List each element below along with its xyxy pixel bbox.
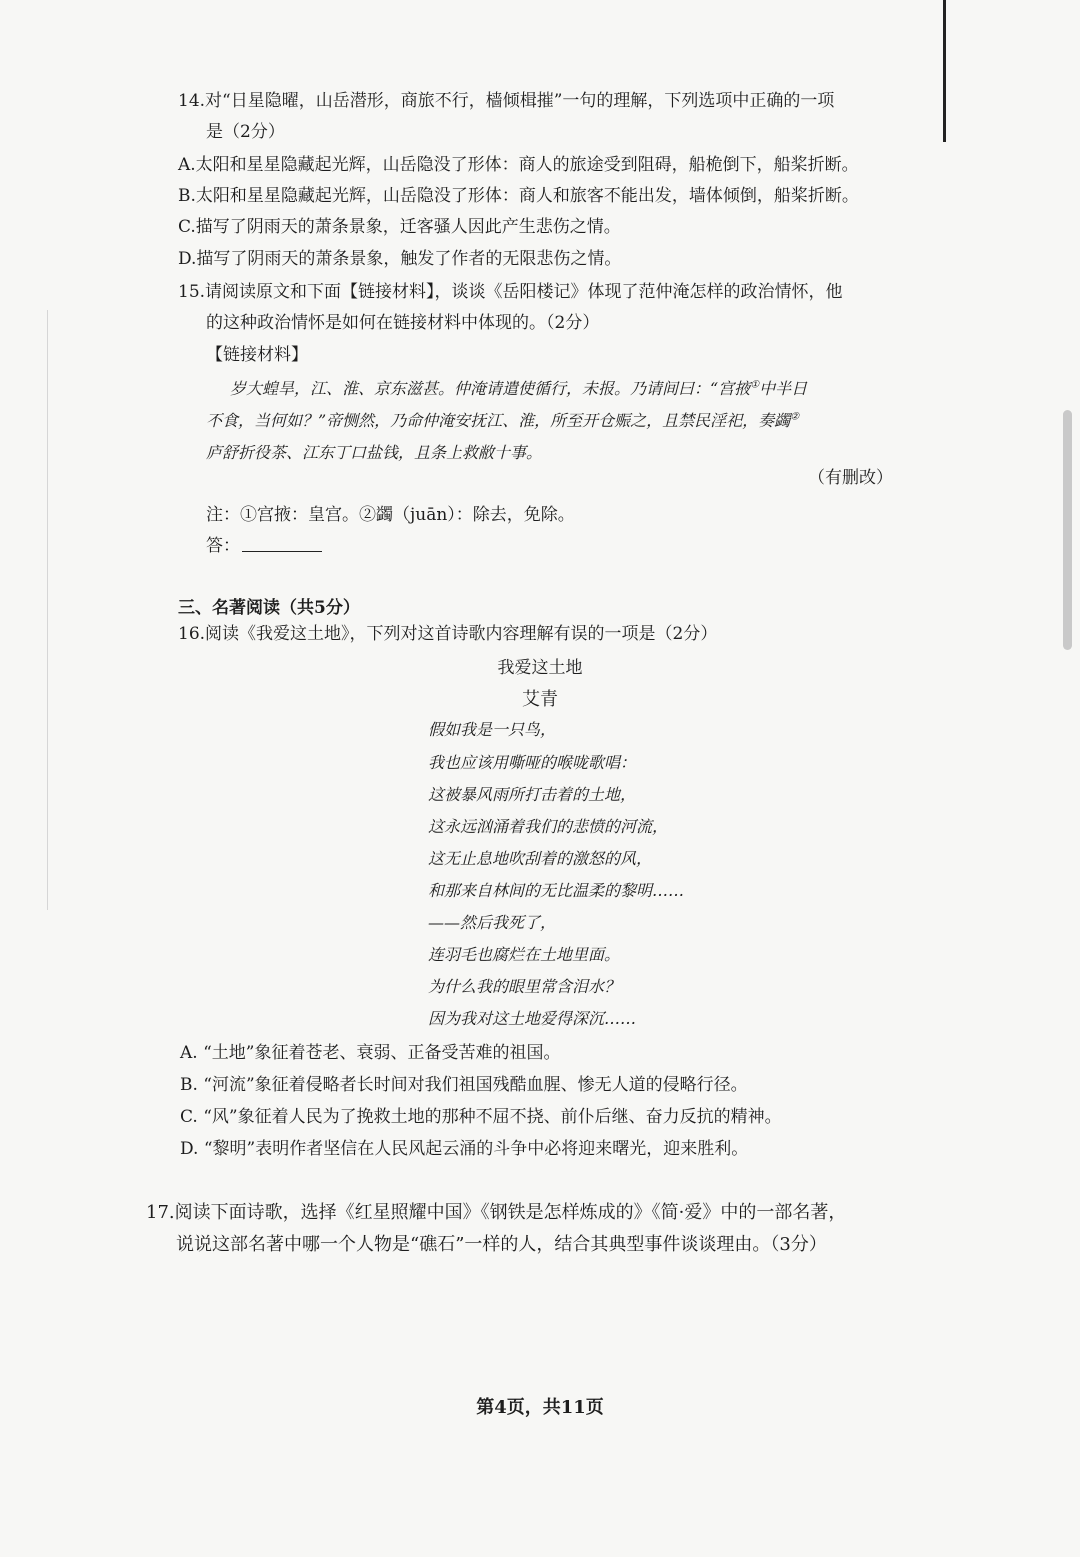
- poem-line: 我也应该用嘶哑的喉咙歌唱：: [428, 753, 637, 772]
- scrollbar-thumb[interactable]: [1063, 410, 1072, 650]
- footnote-marker: ①: [750, 379, 760, 391]
- q14-stem-line1: 14.对“日星隐曜，山岳潜形，商旅不行，樯倾楫摧”一句的理解，下列选项中正确的一项: [178, 91, 835, 111]
- q15-material-line2: [206, 409, 799, 433]
- answer-blank-line[interactable]: [242, 551, 322, 552]
- q14-option-c: C.描写了阴雨天的萧条景象，迁客骚人因此产生悲伤之情。: [178, 217, 621, 237]
- poem-line: 因为我对这土地爱得深沉……: [428, 1009, 637, 1028]
- q15-answer-label: 答：: [206, 536, 240, 556]
- q17-stem-line2: 说说这部名著中哪一个人物是“礁石”一样的人，结合其典型事件谈谈理由。（3分）: [176, 1234, 827, 1255]
- q16-option-a: A. “土地”象征着苍老、衰弱、正备受苦难的祖国。: [180, 1043, 561, 1063]
- q15-stem-line1: 15.请阅读原文和下面【链接材料】，谈谈《岳阳楼记》体现了范仲淹怎样的政治情怀，他: [178, 282, 843, 302]
- q14-option-d: D.描写了阴雨天的萧条景象，触发了作者的无限悲伤之情。: [178, 249, 622, 269]
- q14-stem-line2: 是（2分）: [206, 122, 285, 142]
- poem-title: 我爱这土地: [497, 658, 583, 678]
- poem-line: 这永远汹涌着我们的悲愤的河流，: [428, 817, 669, 836]
- q15-material-text: 不食，当何如？”帝恻然，乃命仲淹安抚江、淮，所至开仓赈之，且禁民淫祀，奏蠲: [206, 411, 791, 430]
- poem-line: 这被暴风雨所打击着的土地，: [428, 785, 637, 804]
- q15-footnotes: 注：①宫掖：皇宫。②蠲（juān）：除去，免除。: [206, 505, 575, 525]
- q14-option-b: B.太阳和星星隐藏起光辉，山岳隐没了形体：商人和旅客不能出发，墙体倾倒，船桨折断。: [178, 186, 859, 206]
- q15-material-text: 中半日: [759, 379, 808, 398]
- page-edge-line: [943, 0, 946, 142]
- q16-option-b: B. “河流”象征着侵略者长时间对我们祖国残酷血腥、惨无人道的侵略行径。: [180, 1075, 748, 1095]
- q16-stem: 16.阅读《我爱这土地》，下列对这首诗歌内容理解有误的一项是（2分）: [178, 624, 718, 644]
- scan-shadow-line: [47, 310, 48, 910]
- poem-line: 为什么我的眼里常含泪水？: [428, 977, 621, 996]
- q16-option-d: D. “黎明”表明作者坚信在人民风起云涌的斗争中必将迎来曙光，迎来胜利。: [180, 1139, 749, 1159]
- q15-material-line1: [230, 377, 807, 401]
- poem-line: ——然后我死了，: [428, 913, 557, 932]
- poem-line: 连羽毛也腐烂在土地里面。: [428, 945, 621, 964]
- poem-line: 和那来自林间的无比温柔的黎明……: [428, 881, 685, 900]
- q16-option-c: C. “风”象征着人民为了挽救土地的那种不屈不挠、前仆后继、奋力反抗的精神。: [180, 1107, 782, 1127]
- page-number: 第4页，共11页: [476, 1397, 604, 1418]
- q14-option-a: A.太阳和星星隐藏起光辉，山岳隐没了形体：商人的旅途受到阻碍，船桅倒下，船桨折断。: [178, 155, 859, 175]
- footnote-marker: ②: [790, 411, 800, 423]
- poem-line: 假如我是一只鸟，: [428, 720, 557, 739]
- q15-material-text: 岁大蝗旱，江、淮、京东滋甚。仲淹请遣使循行，未报。乃请间曰：“宫掖: [230, 379, 751, 398]
- poem-author: 艾青: [522, 689, 558, 710]
- q15-stem-line2: 的这种政治情怀是如何在链接材料中体现的。（2分）: [206, 313, 600, 333]
- q15-material-line3: 庐舒折役茶、江东丁口盐钱，且条上救敝十事。: [206, 443, 543, 462]
- q15-material-title: 【链接材料】: [206, 345, 308, 365]
- q17-stem-line1: 17.阅读下面诗歌，选择《红星照耀中国》《钢铁是怎样炼成的》《简·爱》中的一部名著，: [146, 1202, 847, 1223]
- poem-line: 这无止息地吹刮着的激怒的风，: [428, 849, 653, 868]
- section-heading: 三、名著阅读（共5分）: [178, 598, 360, 618]
- q15-source-note: （有删改）: [808, 468, 893, 488]
